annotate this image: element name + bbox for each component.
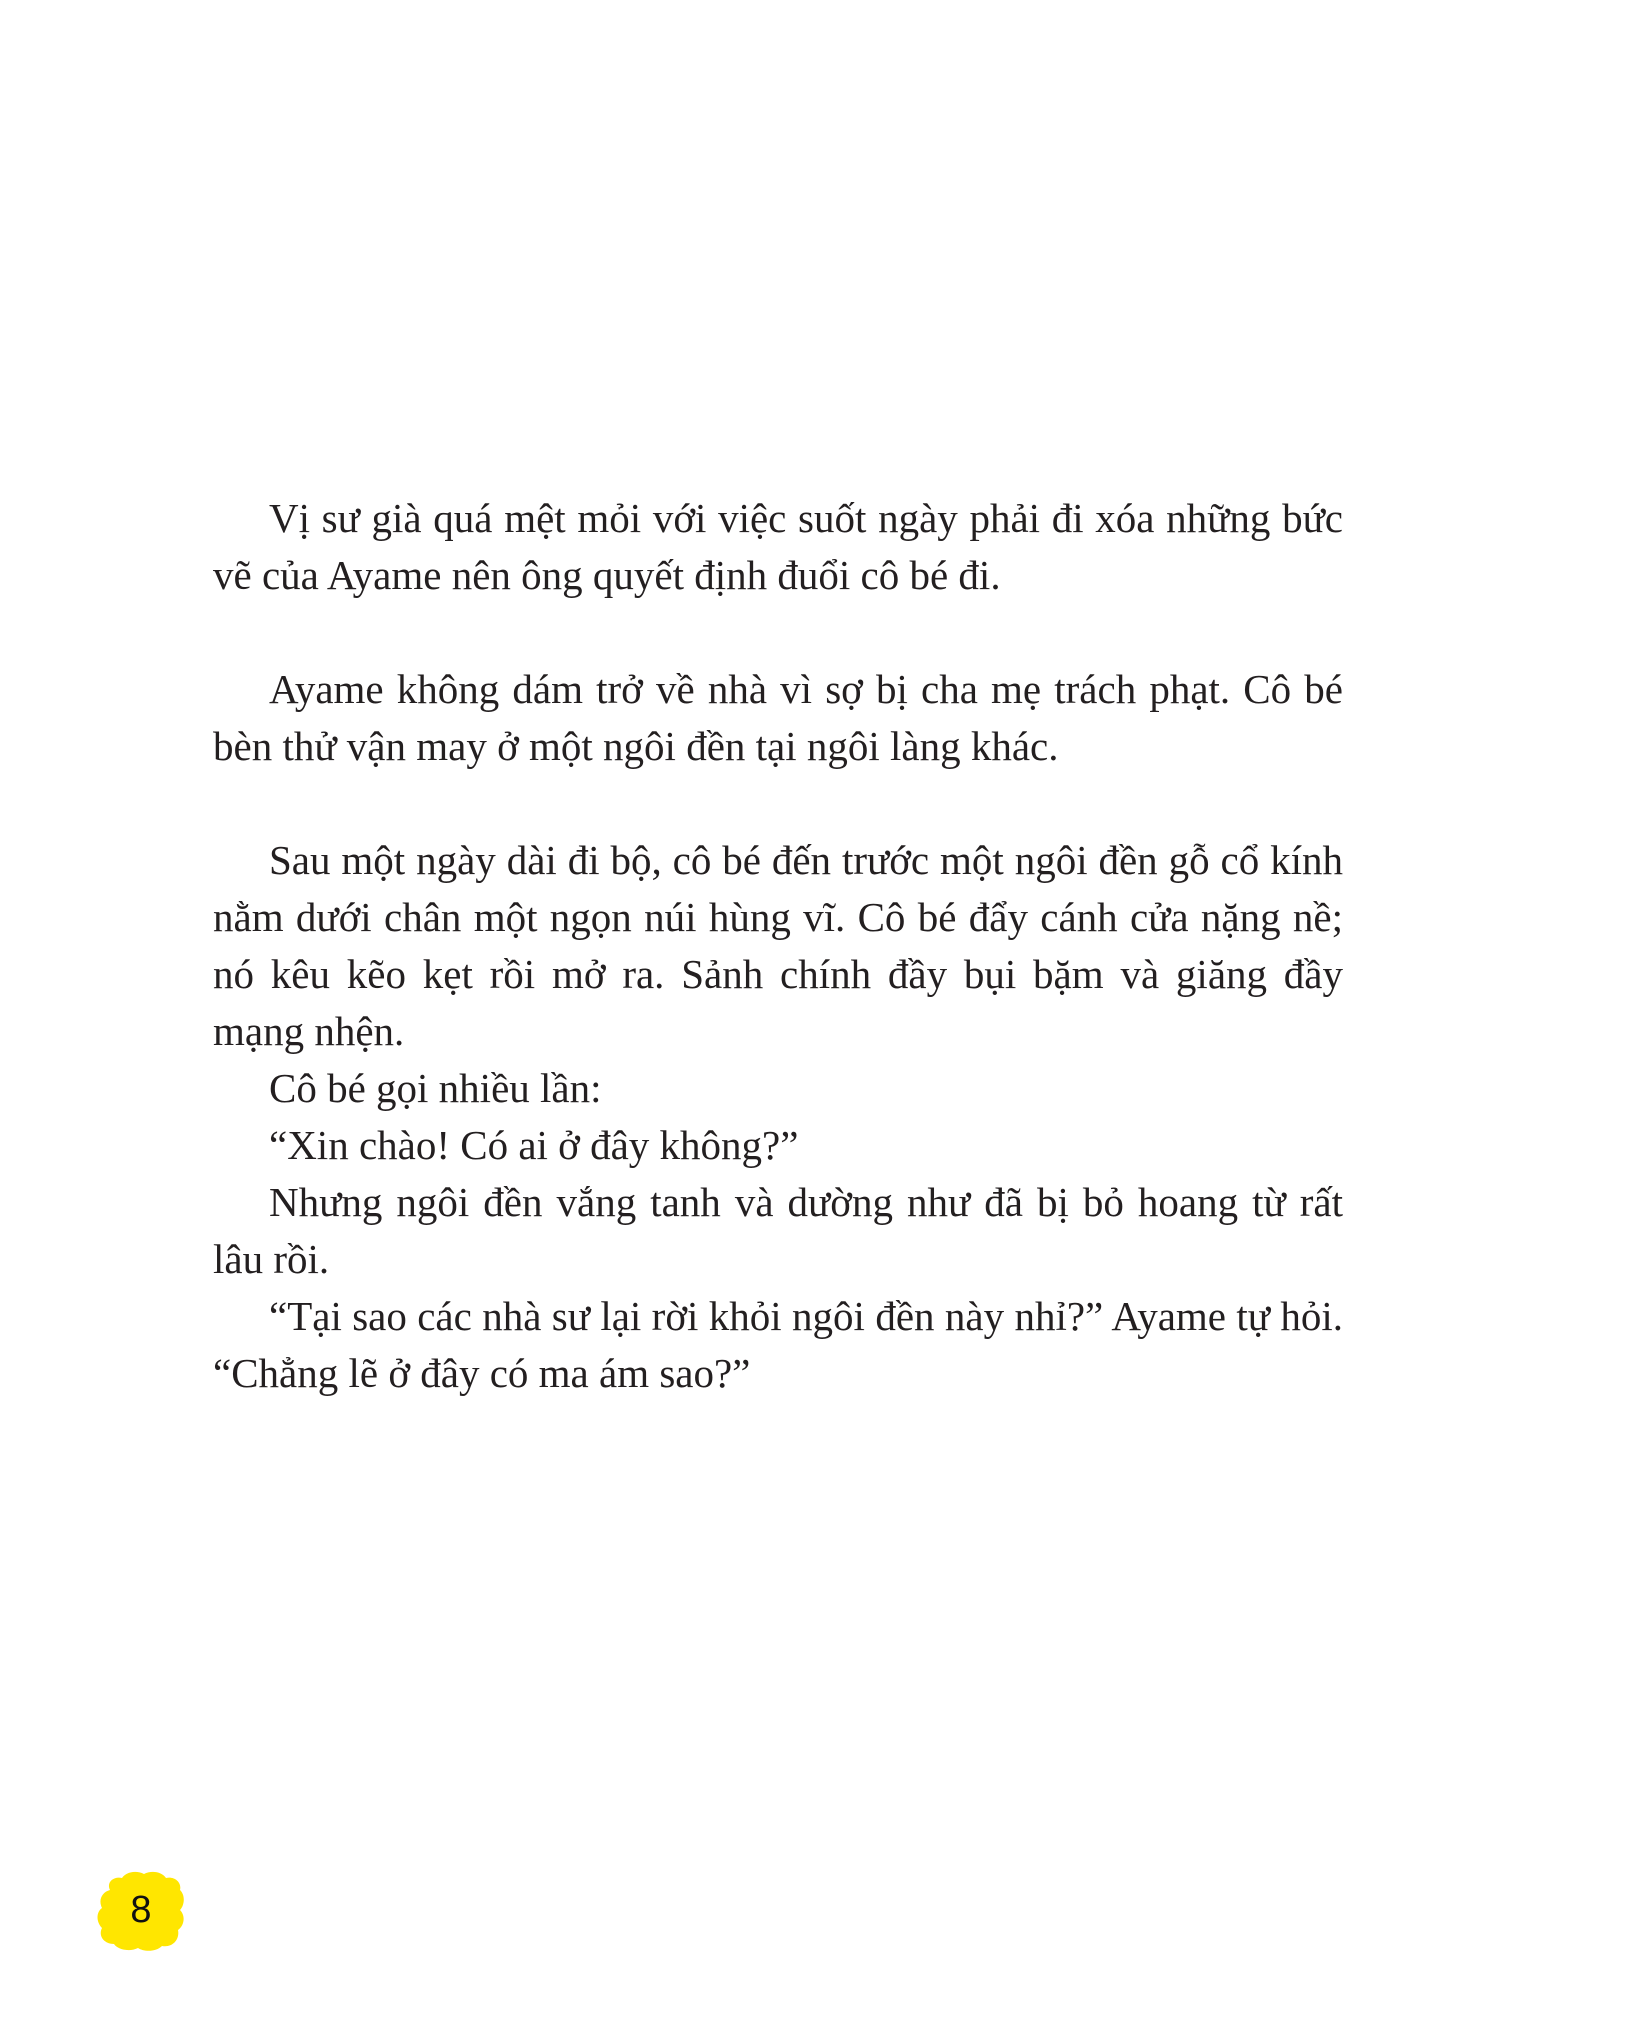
paragraph: “Tại sao các nhà sư lại rời khỏi ngôi đền này nhỉ?” Ayame tự hỏi. “Chẳng lẽ ở đây có ma ám sao?” — [213, 1293, 1343, 1396]
paragraph: Cô bé gọi nhiều lần: — [269, 1065, 602, 1111]
paragraph: Nhưng ngôi đền vắng tanh và dường như đã bị bỏ hoang từ rất lâu rồi. — [213, 1179, 1343, 1282]
paragraph: Ayame không dám trở về nhà vì sợ bị cha mẹ trách phạt. Cô bé bèn thử vận may ở một ngôi đền tại ngôi làng khác. — [213, 666, 1343, 769]
paragraph: “Xin chào! Có ai ở đây không?” — [269, 1122, 799, 1168]
paragraph-gap — [213, 604, 1343, 661]
page-number-badge — [96, 1868, 186, 1952]
paragraph-gap — [213, 775, 1343, 832]
paragraph: Sau một ngày dài đi bộ, cô bé đến trước một ngôi đền gỗ cổ kính nằm dưới chân một ngọn núi hùng vĩ. Cô bé đẩy cánh cửa nặng nề; nó kêu kẽo kẹt rồi mở ra. Sảnh chính đầy bụi bặm và giăng đầy mạng nhện. — [213, 837, 1343, 1054]
story-text — [213, 490, 1343, 1402]
paragraph: Vị sư già quá mệt mỏi với việc suốt ngày phải đi xóa những bức vẽ của Ayame nên ông quyết định đuổi cô bé đi. — [213, 495, 1343, 598]
page-number: 8 — [130, 1888, 152, 1931]
